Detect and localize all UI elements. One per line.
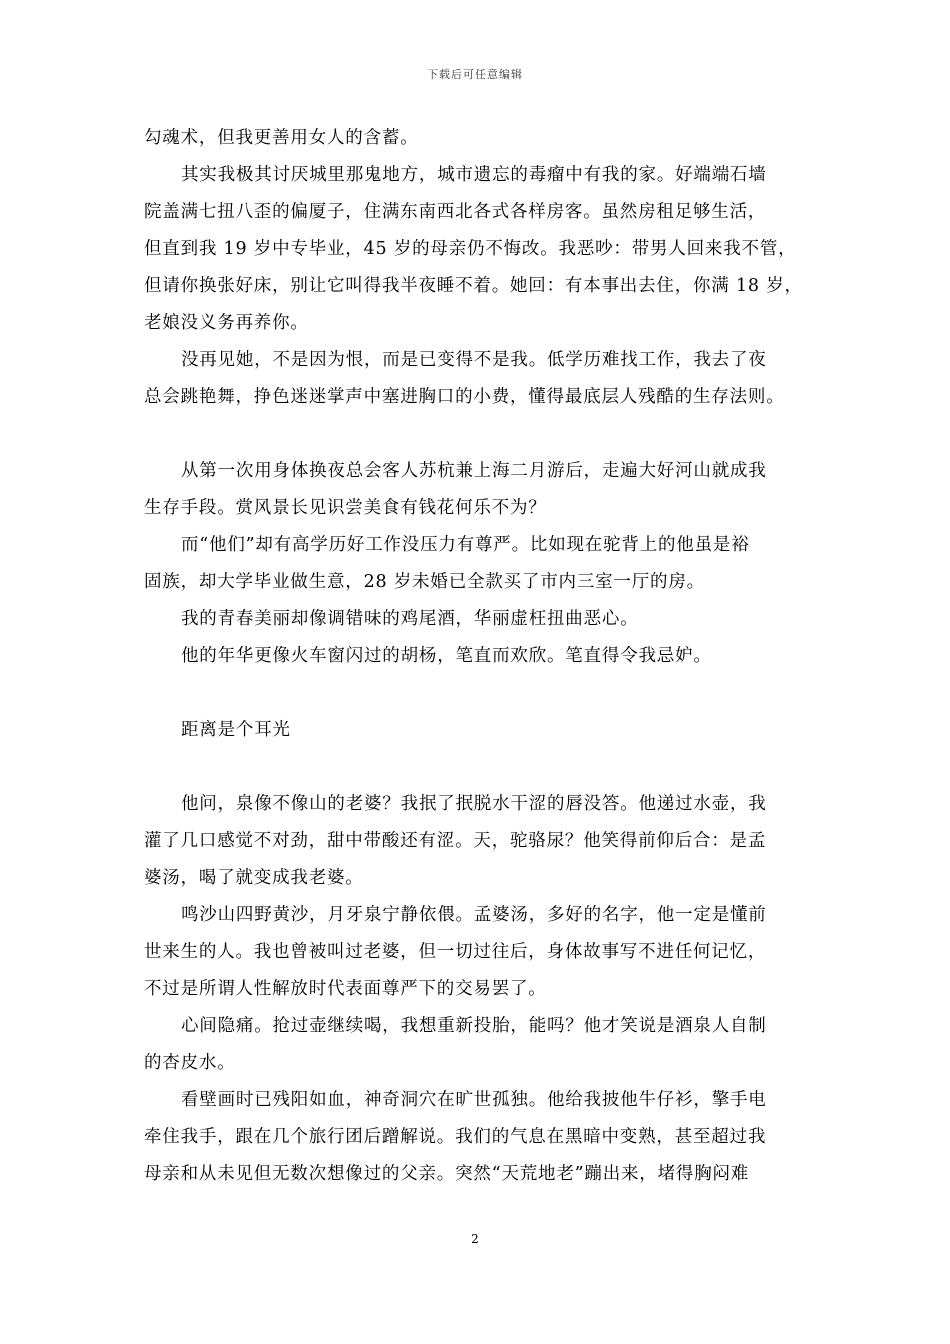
text-line: 婆汤，喝了就变成我老婆。 (144, 868, 364, 888)
text-line: 灌了几口感觉不对劲，甜中带酸还有涩。天，驼骆尿？他笑得前仰后合：是孟 (144, 831, 767, 851)
paragraph-start-line: 他的年华更像火车窗闪过的胡杨，笔直而欢欣。笔直得令我忌妒。 (181, 646, 712, 666)
paragraph-start-line: 没再见她，不是因为恨，而是已变得不是我。低学历难找工作，我去了夜 (181, 350, 767, 370)
text-line: 总会跳艳舞，挣色迷迷掌声中塞进胸口的小费，懂得最底层人残酷的生存法则。 (144, 387, 785, 407)
text-line: 固族，却大学毕业做生意，28 岁未婚已全款买了市内三室一厅的房。 (144, 572, 705, 592)
text-line: 老娘没义务再养你。 (144, 313, 309, 333)
text-line: 但请你换张好床，别让它叫得我半夜睡不着。她回：有本事出去住，你满 18 岁， (144, 276, 803, 296)
paragraph-start-line: 心间隐痛。抢过壶继续喝，我想重新投胎，能吗？他才笑说是酒泉人自制 (181, 1016, 767, 1036)
paragraph-start-line: 而“他们”却有高学历好工作没压力有尊严。比如现在驼背上的他虽是裕 (181, 535, 750, 555)
paragraph-start-line: 我的青春美丽却像调错味的鸡尾酒，华丽虚枉扭曲恶心。 (181, 609, 639, 629)
text-line: 牵住我手，跟在几个旅行团后蹭解说。我们的气息在黑暗中变熟，甚至超过我 (144, 1127, 767, 1147)
paragraph-start-line: 鸣沙山四野黄沙，月牙泉宁静依偎。孟婆汤，多好的名字，他一定是懂前 (181, 905, 767, 925)
text-line: 不过是所谓人性解放时代表面尊严下的交易罢了。 (144, 979, 547, 999)
text-line: 生存手段。赏风景长见识尝美食有钱花何乐不为？ (144, 498, 547, 518)
page-header: 下载后可任意编辑 (427, 68, 523, 81)
paragraph-start-line: 从第一次用身体换夜总会客人苏杭兼上海二月游后，走遍大好河山就成我 (181, 461, 767, 481)
text-line: 勾魂术，但我更善用女人的含蓄。 (144, 128, 419, 148)
paragraph-start-line: 他问，泉像不像山的老婆？我抿了抿脱水干涩的唇没答。他递过水壶，我 (181, 794, 767, 814)
text-line: 的杏皮水。 (144, 1053, 236, 1073)
paragraph-start-line: 其实我极其讨厌城里那鬼地方，城市遗忘的毒瘤中有我的家。好端端石墙 (181, 165, 767, 185)
text-line: 但直到我 19 岁中专毕业，45 岁的母亲仍不悔改。我恶吵：带男人回来我不管， (144, 239, 797, 259)
text-line: 世来生的人。我也曾被叫过老婆，但一切过往后，身体故事写不进任何记忆， (144, 942, 767, 962)
section-heading: 距离是个耳光 (181, 720, 291, 740)
text-line: 母亲和从未见但无数次想像过的父亲。突然“天荒地老”蹦出来，堵得胸闷难 (144, 1164, 750, 1184)
text-line: 院盖满七扭八歪的偏厦子，住满东南西北各式各样房客。虽然房租足够生活， (144, 202, 767, 222)
paragraph-start-line: 看壁画时已残阳如血，神奇洞穴在旷世孤独。他给我披他牛仔衫，擎手电 (181, 1090, 767, 1110)
page-number: 2 (471, 1232, 479, 1246)
